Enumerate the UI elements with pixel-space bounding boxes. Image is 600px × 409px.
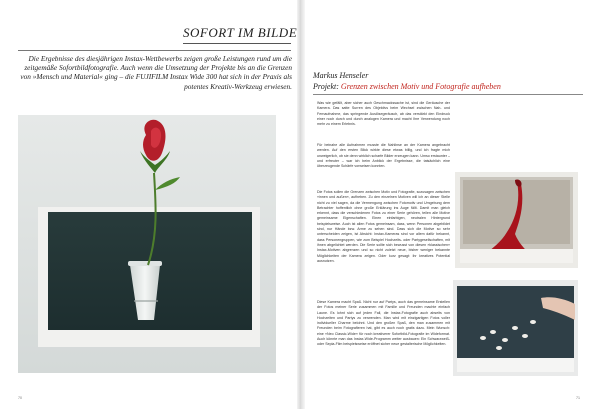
project-label: Projekt:: [313, 82, 339, 91]
page-number-left: 70: [18, 396, 22, 400]
title-rule: [183, 43, 291, 44]
page-title: SOFORT IM BILDE: [183, 25, 298, 40]
body-paragraph-3: Die Fotos sollen die Grenzen zwischen Motiv und Fotografie, sozusagen zwischen »innen und außen«, aufheben. Zu den einzelnen Motiven will ich an dieser Stelle nicht zu viel sagen, da die Vermengung zwischen Fotomotiv und Umgebung dem Betrachter hoffentlich ohne große Erklärung ins Auge fällt. Damit man gleich erkennt, dass die verschiedenen Fotos zu einer Serie gehören, teilen alle Motive gemeinsame Eigenschaften. Einen einfarbigen, neutralen Hintergrund beispielsweise. Auch ist allen Fotos gemeinsam, dass, wenn Personen abgebildet sind, nur Hände bzw. Arme zu sehen sind. Dass sich die Motive so sehr unterscheiden zeigen, ist Absicht: Instax-Kameras sind vor allem dafür bekannt, dass Personengruppen, wie zum Beispiel Hochzeits- oder Partygesellschaften, mit ihnen abgelichtet werden. Die Serie sollte sich bewusst von diesen »klassischen« Instax-Motiven abgrenzen und so nicht zuletzt neue, bisher weniger bekannte Möglichkeiten der Kamera zeigen. Oder kurz gesagt: ihr kreatives Potential ausnutzen.: [317, 190, 450, 263]
body-paragraph-1: Was wie gefällt, aber sicher auch Geschmackssache ist, sind die Geräusche der Kamera. Das satte Surren des Objektivs beim Wechsel zwischen Nah- und Fernaufnahme, das springende Auslösegeräusch, ab das verstärkt den Eindruck einer noch durch und durch analogen Kamera und macht Ihre Verwendung noch mehr zu einem Erlebnis.: [317, 101, 450, 127]
instax-print: [38, 207, 260, 347]
main-photo: [18, 115, 276, 373]
author-name: Markus Henseler: [313, 71, 369, 80]
intro-text: Die Ergebnisse des diesjährigen Instax-Wettbewerbs zeigen große Leistungen rund um die zeitgemäße Sofortbildfotografie. Auch wenn die Umsetzung der Projekte bis an die Grenzen von »Mensch und Material« ging – die FUJIFILM Instax Wide 300 hat sich in der Praxis als potentes Kreativ-Werkzeug erwiesen.: [20, 54, 292, 91]
body-paragraph-2: Für beinahe alle Aufnahmen musste die Nahlinse an der Kamera angebracht werden. Auf den ersten Blick wirkte diese etwas billig, und ich fragte mich unweigerlich, ob sie denn wirklich scharfe Bilder erzeugen kann. Umso erstaunter – und erfreuter – war ich beim Anblick der Ergebnisse, die tatsächlich eine überzeugende Schärfe vorweisen konnten.: [317, 143, 450, 169]
project-rule: [313, 94, 583, 95]
page-number-right: 71: [576, 396, 580, 400]
intro-rule: [18, 50, 291, 51]
body-paragraph-4: Diese Kamera macht Spaß. Nicht nur auf Partys, auch das gemeinsame Erstellen der Fotos meiner Serie zusammen mit Familie und Freunden machte einfach Laune. Es lohnt sich auf jeden Fall, die Instax-Fotografie auch abseits von Hochzeiten und Partys zu verwenden. Man wird mit einzigartigen Fotos voller individueller Charme belohnt. Und den großen Spaß, den man zusammen mit Freunden beim Fotografieren hat, gibt es auch noch gratis dazu. Mein Wunsch: eine »Neo Classic-Wide« für noch kreativerer Sofortbild-Fotografie im Wideformat. Auch könnte man das Instax-Wide-Programm weiter ausbauen: Ein Schwarzweiß- oder Sepia-Film beispielsweise eröffnet sicher neue gestalterische Möglichkeiten.: [317, 300, 450, 347]
project-title: Grenzen zwischen Motiv und Fotografie aufheben: [340, 82, 501, 91]
book-gutter: [297, 0, 305, 409]
photo-hand-pills: [453, 280, 578, 376]
project-line: [313, 82, 501, 91]
photo-spilled-wine: [455, 172, 578, 268]
